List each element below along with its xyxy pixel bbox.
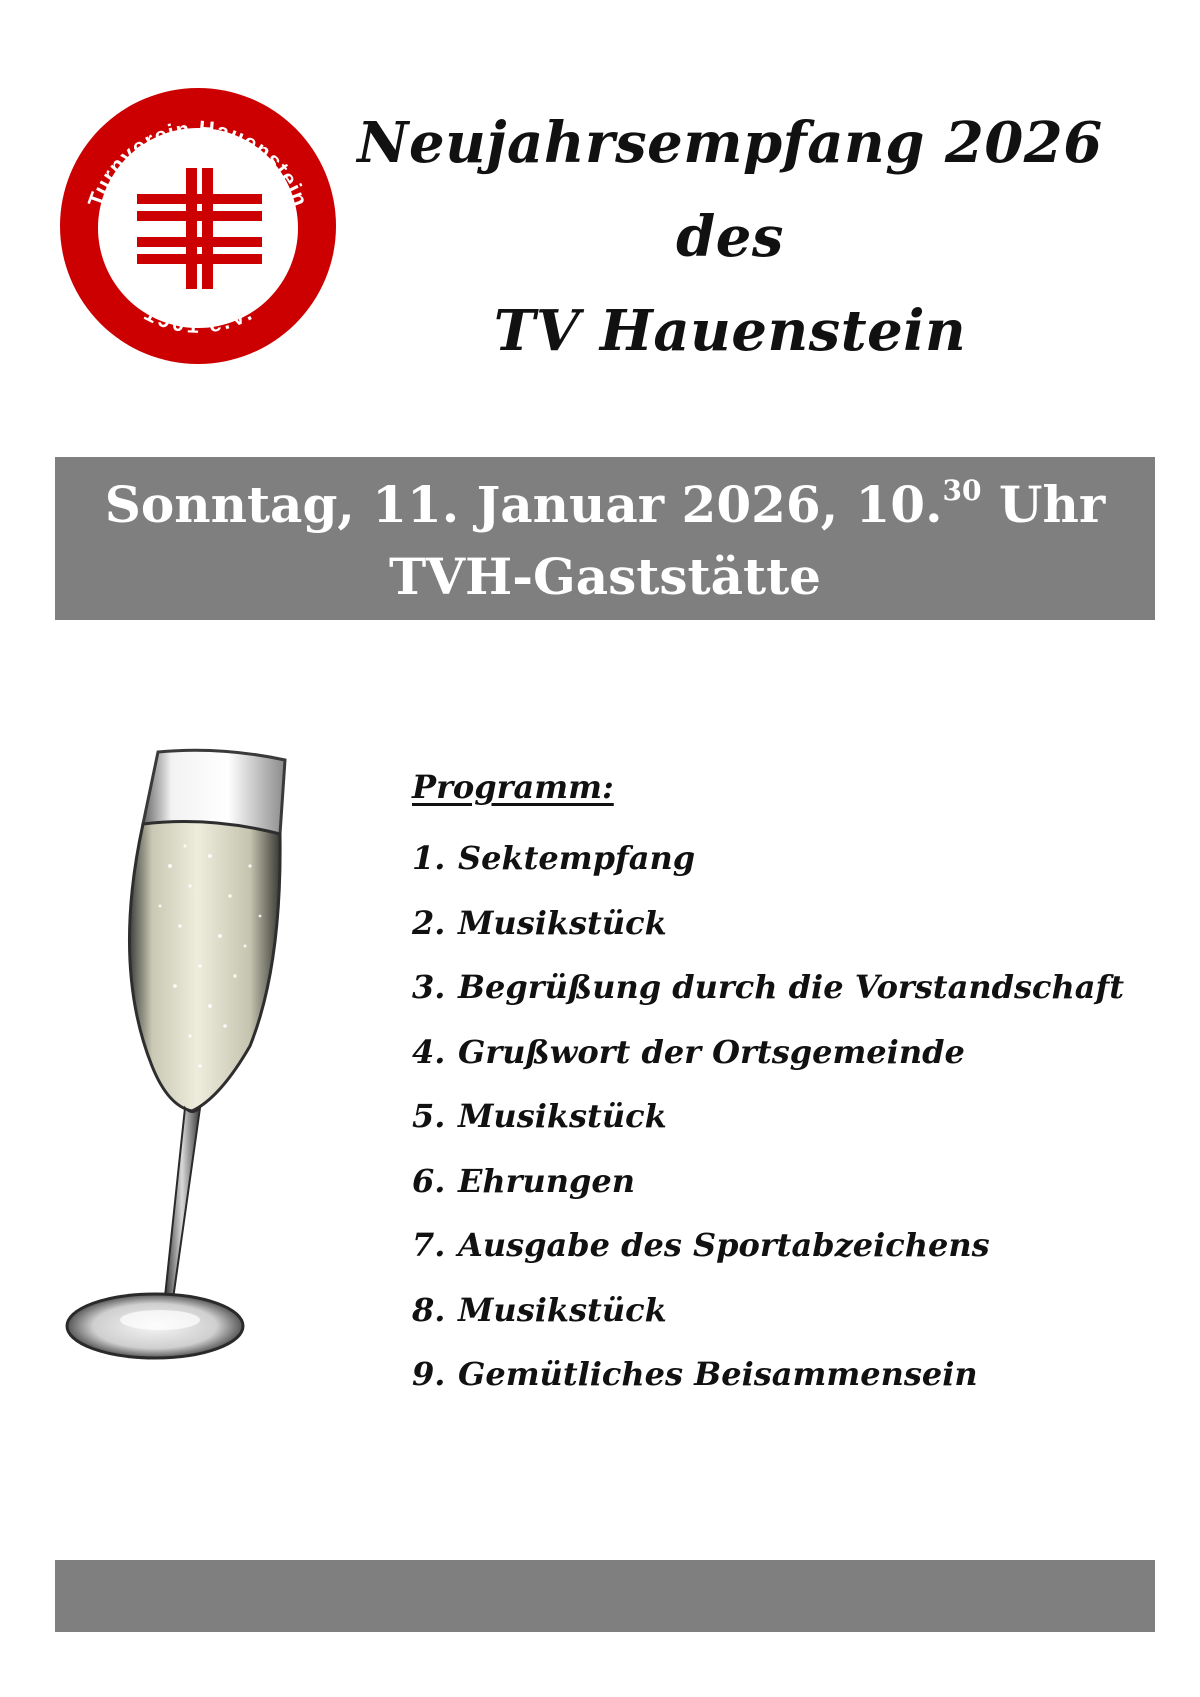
list-item-text: Gemütliches Beisammensein xyxy=(458,1355,978,1393)
list-item xyxy=(412,1278,1132,1343)
list-item xyxy=(412,1213,1132,1278)
title-line-3: TV Hauenstein xyxy=(493,298,967,364)
program-list xyxy=(412,826,1132,1407)
list-item-number: 5. xyxy=(412,1097,446,1135)
list-item-text: Ausgabe des Sportabzeichens xyxy=(458,1226,990,1264)
event-time-suffix: Uhr xyxy=(981,475,1106,534)
list-item xyxy=(412,1149,1132,1214)
event-date-time xyxy=(55,475,1155,535)
list-item-text: Sektempfang xyxy=(458,839,696,877)
list-item-number: 6. xyxy=(412,1161,446,1200)
list-item xyxy=(412,955,1132,1020)
event-time-minutes: 30 xyxy=(942,474,982,507)
list-item xyxy=(412,1342,1132,1407)
logo-arc-top-text: Turnverein Hauenstein xyxy=(82,115,314,211)
list-item-number: 3. xyxy=(412,968,446,1006)
page-title xyxy=(340,96,1120,378)
list-item xyxy=(412,1084,1132,1149)
list-item xyxy=(412,891,1132,956)
list-item-text: Musikstück xyxy=(458,903,667,942)
list-item xyxy=(412,826,1132,891)
title-line-2: des xyxy=(676,204,784,270)
event-venue: TVH-Gaststätte xyxy=(389,547,821,606)
list-item-text: Grußwort der Ortsgemeinde xyxy=(458,1032,965,1071)
list-item-text: Musikstück xyxy=(458,1290,667,1329)
list-item-text: Musikstück xyxy=(458,1097,667,1135)
list-item-number: 2. xyxy=(412,903,446,942)
list-item xyxy=(412,1020,1132,1085)
footer-bar xyxy=(55,1560,1155,1632)
list-item-text: Begrüßung durch die Vorstandschaft xyxy=(458,968,1124,1006)
list-item-number: 1. xyxy=(412,839,446,877)
list-item-number: 4. xyxy=(412,1032,446,1071)
event-date: Sonntag, 11. Januar 2026, 10. xyxy=(104,475,943,534)
list-item-number: 8. xyxy=(412,1290,446,1329)
champagne-glass-icon xyxy=(60,746,320,1426)
program-section xyxy=(412,762,1132,1407)
list-item-number: 7. xyxy=(412,1226,446,1264)
list-item-text: Ehrungen xyxy=(458,1161,636,1200)
program-heading: Programm: xyxy=(412,768,614,806)
date-banner xyxy=(55,457,1155,620)
logo-arc-bottom-text: 1901 e.V. xyxy=(140,300,257,338)
list-item-number: 9. xyxy=(412,1355,446,1393)
title-line-1: Neujahrsempfang 2026 xyxy=(357,110,1103,176)
club-logo xyxy=(58,86,338,366)
